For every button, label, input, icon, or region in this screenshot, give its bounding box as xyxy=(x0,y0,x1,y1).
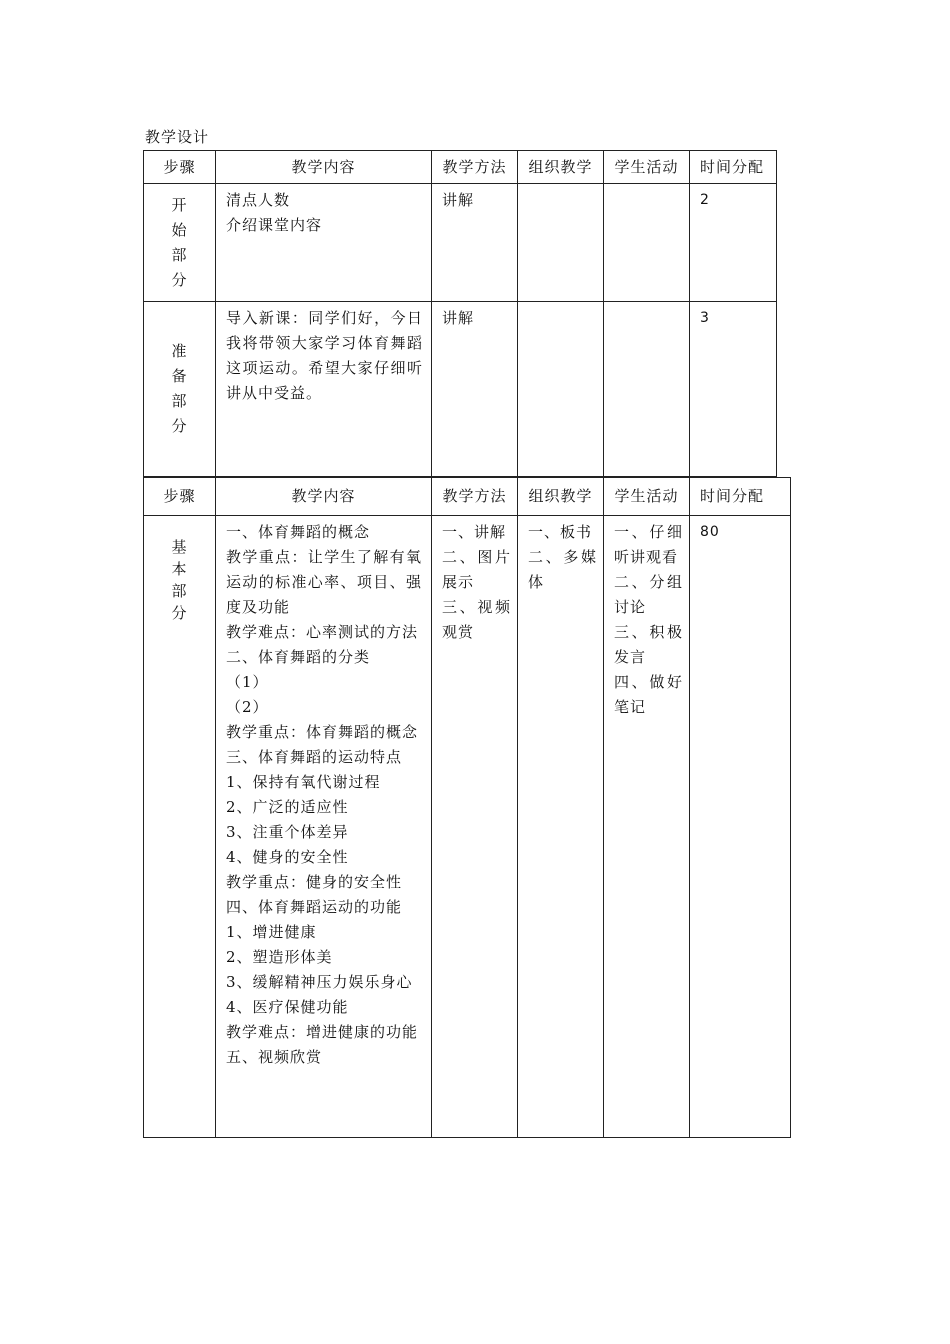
header-organization: 组织教学 xyxy=(518,478,604,516)
header-content: 教学内容 xyxy=(216,478,432,516)
content-cell xyxy=(216,184,432,302)
content-line: 一、体育舞蹈的概念 xyxy=(226,523,371,541)
activity-line: 三、积极发言 xyxy=(614,623,683,666)
table-row xyxy=(144,184,777,302)
table-row xyxy=(144,516,791,1138)
content-line: 五、视频欣赏 xyxy=(226,1048,323,1066)
content-line: 4、健身的安全性 xyxy=(226,848,349,866)
activity-line: 一、仔细听讲观看 xyxy=(614,523,683,566)
organization-line: 二、多媒体 xyxy=(528,548,597,591)
header-step: 步骤 xyxy=(144,478,216,516)
content-line: 清点人数 xyxy=(226,191,291,209)
header-row xyxy=(144,151,777,184)
content-line: 4、医疗保健功能 xyxy=(226,998,349,1016)
content-cell xyxy=(216,302,432,477)
table-row xyxy=(144,302,777,477)
header-activity: 学生活动 xyxy=(604,478,690,516)
organization-cell xyxy=(518,184,604,302)
step-label: 基本部分 xyxy=(171,538,188,622)
method-line: 一、讲解 xyxy=(442,523,507,541)
organization-line: 一、板书 xyxy=(528,523,593,541)
header-method: 教学方法 xyxy=(432,478,518,516)
header-method: 教学方法 xyxy=(432,151,518,184)
step-cell xyxy=(144,302,216,477)
step-label: 准备部分 xyxy=(171,342,188,435)
header-step: 步骤 xyxy=(144,151,216,184)
activity-cell xyxy=(604,302,690,477)
content-line: 教学难点：增进健康的功能 xyxy=(226,1023,419,1041)
header-time: 时间分配 xyxy=(690,151,777,184)
lesson-plan-table-top xyxy=(143,150,777,477)
content-line: 1、保持有氧代谢过程 xyxy=(226,773,381,791)
method-line: 讲解 xyxy=(442,191,475,209)
page-title: 教学设计 xyxy=(145,128,210,146)
content-line: （2） xyxy=(226,698,269,716)
method-cell xyxy=(432,302,518,477)
content-line: 2、塑造形体美 xyxy=(226,948,333,966)
step-cell xyxy=(144,184,216,302)
content-line: 三、体育舞蹈的运动特点 xyxy=(226,748,403,766)
method-line: 讲解 xyxy=(442,309,475,327)
content-line: 四、体育舞蹈运动的功能 xyxy=(226,898,403,916)
content-cell xyxy=(216,516,432,1138)
method-cell xyxy=(432,516,518,1138)
activity-cell xyxy=(604,516,690,1138)
content-line: 教学重点：让学生了解有氧运动的标准心率、项目、强度及功能 xyxy=(226,548,422,616)
content-line: 3、注重个体差异 xyxy=(226,823,349,841)
content-line: 1、增进健康 xyxy=(226,923,317,941)
method-line: 三、视频观赏 xyxy=(442,598,511,641)
header-organization: 组织教学 xyxy=(518,151,604,184)
time-cell: 80 xyxy=(690,516,791,1138)
content-line: 2、广泛的适应性 xyxy=(226,798,349,816)
content-line: 教学重点：健身的安全性 xyxy=(226,873,403,891)
activity-cell xyxy=(604,184,690,302)
header-content: 教学内容 xyxy=(216,151,432,184)
step-label: 开始部分 xyxy=(171,195,188,289)
content-line: 导入新课：同学们好，今日我将带领大家学习体育舞蹈这项运动。希望大家仔细听讲从中受益。 xyxy=(226,309,423,402)
content-line: 教学重点：体育舞蹈的概念 xyxy=(226,723,419,741)
activity-line: 二、分组讨论 xyxy=(614,573,683,616)
organization-cell xyxy=(518,516,604,1138)
activity-line: 四、做好笔记 xyxy=(614,673,683,716)
header-time: 时间分配 xyxy=(690,478,791,516)
lesson-plan-table-bottom xyxy=(143,477,791,1138)
content-line: 3、缓解精神压力娱乐身心 xyxy=(226,973,413,991)
time-cell: 2 xyxy=(690,184,777,302)
time-cell: 3 xyxy=(690,302,777,477)
content-line: 二、体育舞蹈的分类 xyxy=(226,648,371,666)
header-row xyxy=(144,478,791,516)
organization-cell xyxy=(518,302,604,477)
content-line: 教学难点：心率测试的方法 xyxy=(226,623,419,641)
method-cell xyxy=(432,184,518,302)
content-line: （1） xyxy=(226,673,269,691)
header-activity: 学生活动 xyxy=(604,151,690,184)
content-line: 介绍课堂内容 xyxy=(226,216,323,234)
step-cell xyxy=(144,516,216,1138)
method-line: 二、图片展示 xyxy=(442,548,511,591)
